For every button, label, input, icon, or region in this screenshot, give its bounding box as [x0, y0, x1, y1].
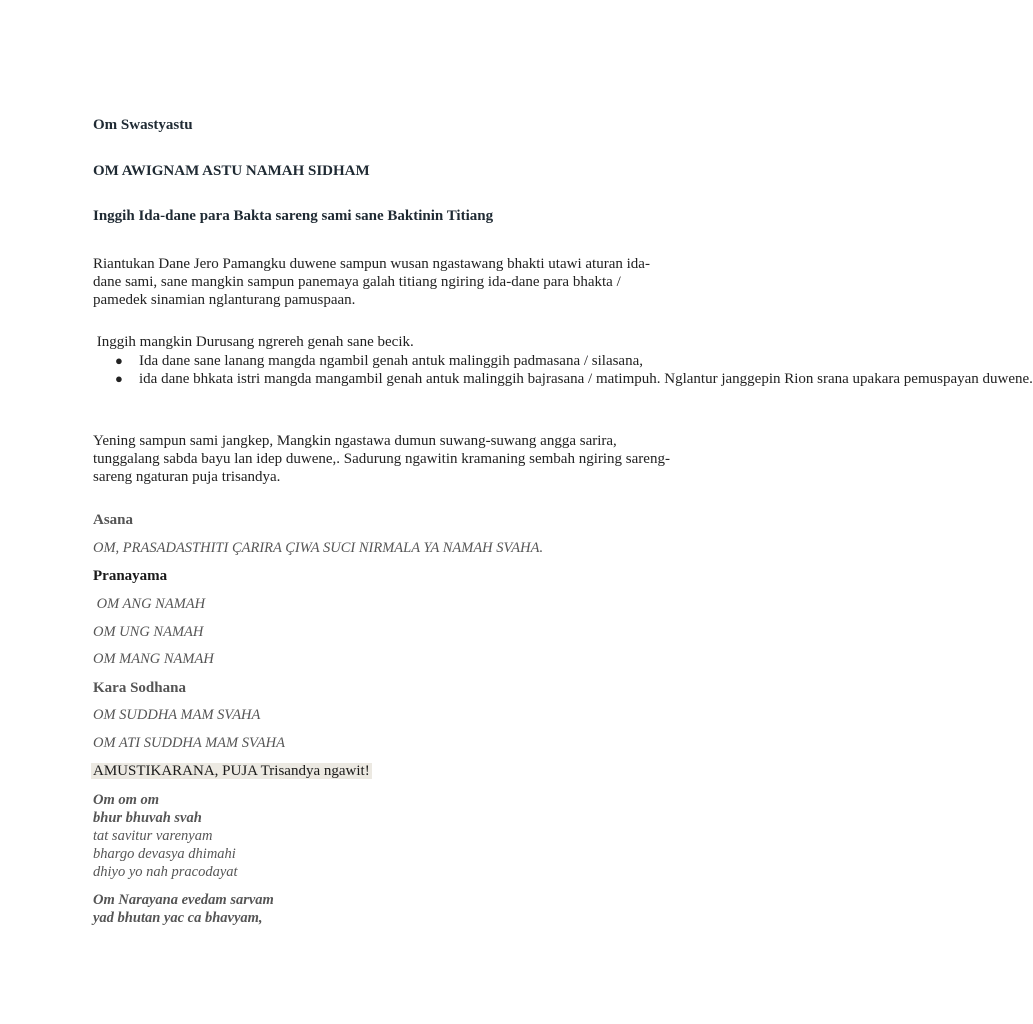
- amustikarana-line: [91, 762, 372, 780]
- asana-mantra: OM, PRASADASTHITI ÇARIRA ÇIWA SUCI NIRMALA YA NAMAH SVAHA.: [93, 540, 544, 556]
- bullet-list: [93, 352, 1033, 388]
- bullet-icon: ●: [115, 371, 123, 386]
- bullet-icon: ●: [115, 353, 123, 368]
- pranayama-line: OM MANG NAMAH: [93, 651, 214, 667]
- pranayama-line: OM UNG NAMAH: [93, 624, 204, 640]
- kara-sodhana-title: Kara Sodhana: [93, 680, 186, 696]
- paragraph-2-intro: Inggih mangkin Durusang ngrereh genah sane becik.: [93, 334, 414, 350]
- kara-sodhana-line: OM SUDDHA MAM SVAHA: [93, 707, 261, 723]
- mantra-line: tat savitur varenyam: [93, 828, 213, 844]
- bullet-item: ● Ida dane sane lanang mangda ngambil genah antuk malinggih padmasana / silasana,: [115, 353, 644, 369]
- trisandya-mantra-1: [93, 791, 238, 881]
- paragraph-3: Yening sampun sami jangkep, Mangkin ngastawa dumun suwang-suwang angga sarira, tunggalang sabda bayu lan idep duwene,. Sadurung ngawitin kramaning sembah ngiring sareng-sareng ngaturan puja trisandya.: [93, 433, 670, 485]
- pranayama-line: OM ANG NAMAH: [93, 596, 206, 612]
- address-heading: Inggih Ida-dane para Bakta sareng sami sane Baktinin Titiang: [93, 208, 494, 224]
- bullet-item: ● ida dane bhkata istri mangda mangambil genah antuk malinggih bajrasana / matimpuh. Nglantur janggepin Rion srana upakara pemuspayan duwene.: [115, 371, 1033, 387]
- mantra-line: bhargo devasya dhimahi: [93, 846, 236, 862]
- mantra-line: dhiyo yo nah pracodayat: [93, 864, 238, 880]
- mantra-line: bhur bhuvah svah: [93, 810, 202, 826]
- pranayama-title: Pranayama: [93, 568, 168, 584]
- mantra-line: Om Narayana evedam sarvam: [93, 892, 274, 908]
- kara-sodhana-line: OM ATI SUDDHA MAM SVAHA: [93, 735, 285, 751]
- mantra-line: yad bhutan yac ca bhavyam,: [93, 910, 263, 926]
- trisandya-mantra-2: [93, 891, 274, 927]
- invocation-heading: OM AWIGNAM ASTU NAMAH SIDHAM: [93, 163, 370, 179]
- greeting: Om Swastyastu: [93, 117, 193, 133]
- highlighted-text: AMUSTIKARANA, PUJA Trisandya ngawit!: [93, 763, 370, 779]
- asana-title: Asana: [93, 512, 134, 528]
- mantra-line: Om om om: [93, 792, 160, 808]
- paragraph-1: Riantukan Dane Jero Pamangku duwene sampun wusan ngastawang bhakti utawi aturan ida-dane sami, sane mangkin sampun panemaya galah titiang ngiring ida-dane para bhakta / pamedek sinamian nglanturang pamuspaan.: [93, 256, 650, 308]
